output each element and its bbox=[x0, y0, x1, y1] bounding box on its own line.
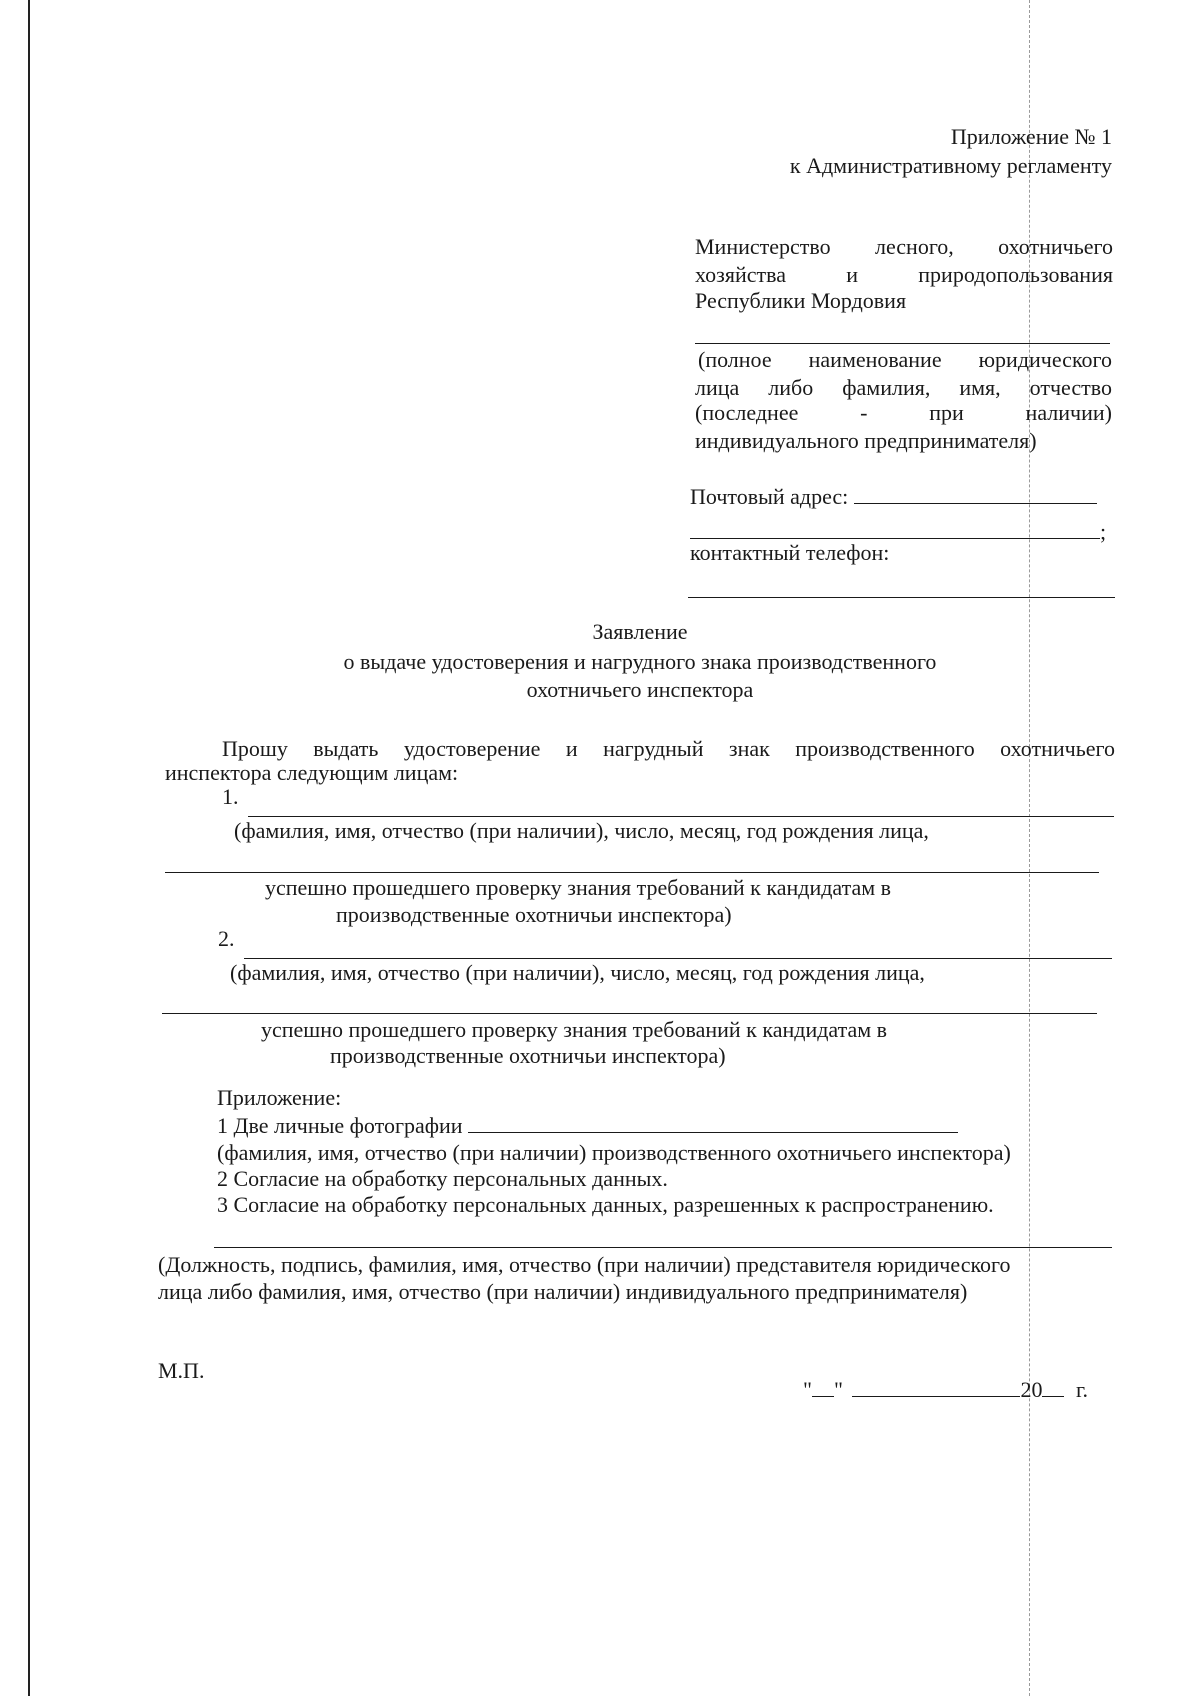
person-2-hint-2: успешно прошедшего проверку знания требований к кандидатам в bbox=[261, 1017, 888, 1042]
hint-word: фамилия, bbox=[842, 375, 931, 400]
signature-blank bbox=[214, 1247, 1112, 1248]
hint-word: наименование bbox=[808, 347, 942, 372]
hint-word: - bbox=[860, 400, 868, 425]
date-quote-open: " bbox=[803, 1377, 812, 1402]
addressee-hint-line-4: индивидуального предпринимателя) bbox=[695, 428, 1037, 453]
photos-person-blank bbox=[468, 1112, 958, 1133]
person-2-hint-1: (фамилия, имя, отчество (при наличии), число, месяц, год рождения лица, bbox=[230, 960, 925, 985]
appendix-reference: к Административному регламенту bbox=[789, 153, 1112, 178]
semicolon: ; bbox=[1100, 519, 1107, 544]
hint-word: имя, bbox=[959, 375, 1001, 400]
attachment-1: 1 Две личные фотографии bbox=[217, 1113, 463, 1138]
date-quote-close: " bbox=[833, 1377, 843, 1402]
request-word: Прошу bbox=[222, 736, 288, 761]
date-year-blank bbox=[1042, 1376, 1064, 1397]
postal-address-label: Почтовый адрес: bbox=[690, 484, 849, 509]
hint-word: отчество bbox=[1029, 375, 1112, 400]
postal-address-blank-2 bbox=[690, 518, 1100, 539]
date-year-suffix: г. bbox=[1075, 1377, 1089, 1402]
contact-phone-blank bbox=[688, 597, 1115, 598]
person-1-hint-1: (фамилия, имя, отчество (при наличии), число, месяц, год рождения лица, bbox=[234, 818, 929, 843]
person-1-number: 1. bbox=[222, 784, 239, 809]
request-word: и bbox=[565, 736, 578, 761]
request-word: удостоверение bbox=[403, 736, 541, 761]
date-day-blank bbox=[812, 1376, 834, 1397]
attachments-heading: Приложение: bbox=[217, 1085, 342, 1110]
attachment-1-hint: (фамилия, имя, отчество (при наличии) производственного охотничьего инспектора) bbox=[217, 1140, 1011, 1165]
document-subtitle-line-2: охотничьего инспектора bbox=[526, 677, 754, 702]
addressee-line-3: Республики Мордовия bbox=[695, 288, 907, 313]
request-word: выдать bbox=[313, 736, 379, 761]
addressee-hint-line-2 bbox=[695, 375, 1112, 401]
signature-hint-2: лица либо фамилия, имя, отчество (при наличии) индивидуального предпринимателя) bbox=[158, 1279, 968, 1304]
hint-word: юридического bbox=[978, 347, 1112, 372]
postal-address-blank bbox=[854, 483, 1097, 504]
document-title: Заявление bbox=[592, 619, 688, 644]
addressee-hint-line-3 bbox=[695, 400, 1112, 426]
hint-word: при bbox=[929, 400, 964, 425]
request-word: знак bbox=[728, 736, 770, 761]
request-line-2: инспектора следующим лицам: bbox=[165, 760, 459, 785]
addressee-word: лесного, bbox=[875, 234, 954, 259]
addressee-word: природопользования bbox=[918, 262, 1113, 287]
postal-address-row bbox=[690, 483, 1097, 510]
person-1-hint-3: производственные охотничьи инспектора) bbox=[336, 902, 732, 927]
addressee-word: хозяйства bbox=[695, 262, 786, 287]
page-left-edge bbox=[28, 0, 30, 1696]
attachment-3: 3 Согласие на обработку персональных данных, разрешенных к распространению. bbox=[217, 1192, 994, 1217]
date-month-blank bbox=[852, 1376, 1020, 1397]
person-2-hint-3: производственные охотничьи инспектора) bbox=[330, 1043, 726, 1068]
person-1-hint-2: успешно прошедшего проверку знания требований к кандидатам в bbox=[265, 875, 892, 900]
attachment-1-row bbox=[217, 1112, 958, 1139]
document-subtitle-line-1: о выдаче удостоверения и нагрудного знака производственного bbox=[343, 649, 937, 674]
addressee-word: Министерство bbox=[695, 234, 831, 259]
hint-word: лица bbox=[695, 375, 740, 400]
person-2-blank-2 bbox=[162, 1013, 1097, 1014]
hint-word: наличии) bbox=[1025, 400, 1112, 425]
request-word: охотничьего bbox=[1000, 736, 1115, 761]
person-2-blank bbox=[244, 958, 1112, 959]
person-1-blank bbox=[248, 816, 1114, 817]
request-word: нагрудный bbox=[603, 736, 704, 761]
addressee-word: охотничьего bbox=[998, 234, 1113, 259]
addressee-line-1 bbox=[695, 234, 1113, 260]
hint-word: (последнее bbox=[695, 400, 799, 425]
date-row bbox=[803, 1376, 1088, 1403]
signature-hint-1: (Должность, подпись, фамилия, имя, отчество (при наличии) представителя юридического bbox=[158, 1252, 1011, 1277]
request-word: производственного bbox=[795, 736, 975, 761]
person-2-number: 2. bbox=[218, 926, 235, 951]
addressee-word: и bbox=[846, 262, 859, 287]
addressee-line-2 bbox=[695, 262, 1113, 288]
person-1-blank-2 bbox=[165, 872, 1099, 873]
hint-word: (полное bbox=[698, 347, 772, 372]
contact-phone-label: контактный телефон: bbox=[690, 540, 890, 565]
stamp-placeholder: М.П. bbox=[158, 1358, 205, 1383]
addressee-hint-line-1 bbox=[698, 347, 1112, 373]
addressee-name-blank bbox=[695, 343, 1110, 344]
hint-word: либо bbox=[768, 375, 814, 400]
attachment-2: 2 Согласие на обработку персональных данных. bbox=[217, 1166, 668, 1191]
request-line-1 bbox=[222, 736, 1115, 762]
date-year-prefix: 20 bbox=[1020, 1377, 1043, 1402]
appendix-number: Приложение № 1 bbox=[950, 124, 1112, 149]
